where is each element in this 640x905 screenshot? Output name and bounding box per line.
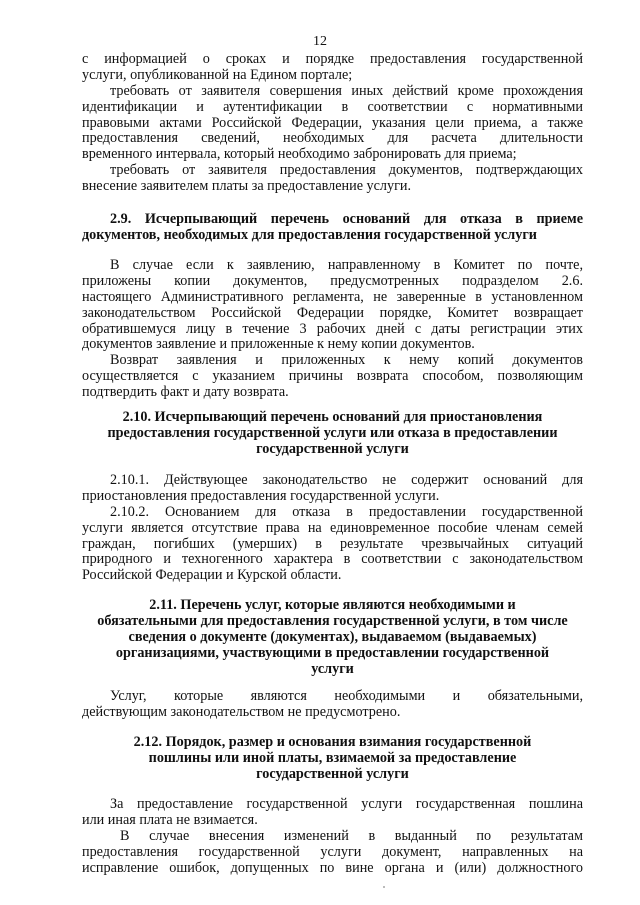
text-line: Услуг, которые являются необходимыми и обязательными, — [110, 688, 583, 704]
text-line: с информацией о сроках и порядке предоставления государственной — [82, 51, 583, 67]
page-number: 12 — [313, 34, 327, 49]
text-line: 2.10.1. Действующее законодательство не содержит оснований для — [110, 472, 583, 488]
text-line: Российской Федерации и Курской области. — [82, 567, 342, 584]
text-line: услуги, опубликованной на Едином портале; — [82, 66, 353, 83]
text-line: услуги является отсутствие права на единовременное пособие членам семей — [82, 519, 583, 536]
text-line: природного и техногенного характера в соответствии с законодательством — [82, 551, 583, 568]
heading-line: 2.11. Перечень услуг, которые являются необходимыми и — [149, 597, 516, 613]
section-2-9-heading — [82, 212, 583, 244]
text-line: временного интервала, который необходимо забронировать для приема; — [82, 146, 517, 163]
text-line: исправление ошибок, допущенных по вине органа и (или) должностного — [82, 859, 583, 876]
text-line: подтвердить факт и дату возврата. — [82, 384, 289, 401]
text-line: документов заявление и приложенные к нему копии документов. — [82, 336, 475, 353]
text-line: обратившемуся лицу в течение 3 рабочих дней с даты регистрации этих — [82, 320, 583, 337]
text-line: приложены копии документов, предусмотренных подразделом 2.6. — [82, 272, 583, 289]
text-line: В случае внесения изменений в выданный по результатам — [120, 827, 583, 844]
text-line: правовыми актами Российской Федерации, указания цели приема, а также — [82, 114, 583, 131]
section-2-12-body — [82, 797, 583, 876]
heading-line: государственной услуги — [256, 440, 409, 457]
heading-line: государственной услуги — [256, 765, 409, 782]
section-2-11-heading — [82, 598, 583, 677]
section-2-10-heading — [82, 410, 583, 458]
section-2-12-heading — [82, 735, 583, 783]
text-line: 2.10.2. Основанием для отказа в предоставлении государственной — [110, 503, 583, 520]
text-line: действующим законодательством не предусмотрено. — [82, 703, 401, 720]
heading-line: услуги — [311, 660, 354, 677]
text-line: или иная плата не взимается. — [82, 811, 258, 828]
heading-line: документов, необходимых для предоставления государственной услуги — [82, 226, 537, 243]
heading-line: 2.12. Порядок, размер и основания взимания государственной — [133, 734, 532, 750]
text-line: идентификации и аутентификации в соответствии с нормативными — [82, 98, 583, 115]
text-line: настоящего Административного регламента, не заверенные в установленном — [82, 288, 583, 305]
heading-line: организациями, участвующими в предоставлении государственной — [115, 644, 550, 661]
heading-line: 2.10. Исчерпывающий перечень оснований для приостановления — [122, 409, 543, 425]
text-line: Возврат заявления и приложенных к нему копий документов — [110, 352, 583, 369]
heading-line: сведения о документе (документах), выдаваемом (выдаваемых) — [128, 628, 537, 645]
intro-block — [82, 52, 583, 195]
text-line: законодательством Российской Федерации порядке, Комитет возвращает — [82, 304, 583, 321]
text-line: предоставления сведений, необходимых для расчета длительности — [82, 130, 583, 147]
heading-line: пошлины или иной платы, взимаемой за предоставление — [148, 749, 517, 766]
text-line: граждан, погибших (умерших) в результате чрезвычайных ситуаций — [82, 535, 583, 552]
section-2-11-body — [82, 689, 583, 721]
heading-line: предоставления государственной услуги или отказа в предоставлении — [107, 424, 558, 441]
text-line: приостановления предоставления государственной услуги. — [82, 487, 440, 504]
section-2-10-body — [82, 473, 583, 584]
text-line: предоставления государственной услуги документ, направленных на — [82, 843, 583, 860]
scan-speck — [383, 886, 385, 888]
heading-line: 2.9. Исчерпывающий перечень оснований для отказа в приеме — [110, 211, 583, 227]
heading-line: обязательными для предоставления государственной услуги, в том числе — [97, 612, 568, 629]
text-line: требовать от заявителя предоставления документов, подтверждающих — [110, 162, 583, 179]
text-line: требовать от заявителя совершения иных действий кроме прохождения — [110, 82, 583, 99]
text-line: внесение заявителем платы за предоставление услуги. — [82, 178, 412, 195]
text-line: осуществляется с указанием причины возврата способом, позволяющим — [82, 368, 583, 385]
text-line: За предоставление государственной услуги государственная пошлина — [110, 796, 583, 812]
section-2-9-body — [82, 258, 583, 401]
text-line: В случае если к заявлению, направленному в Комитет по почте, — [110, 257, 583, 273]
